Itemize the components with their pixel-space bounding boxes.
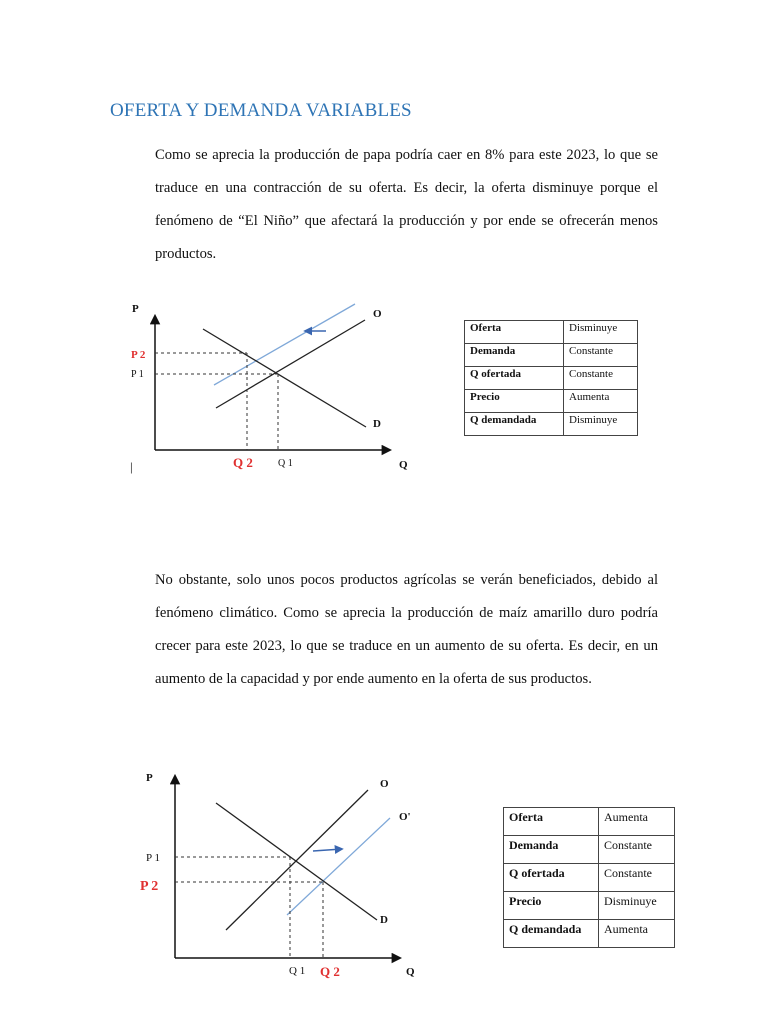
table-cell-effect: Constante — [599, 836, 675, 864]
supply-label: O — [380, 778, 389, 790]
p2-label: P 2 — [131, 349, 146, 361]
table-row — [504, 864, 675, 892]
table-cell-effect: Disminuye — [564, 321, 638, 344]
shift-right-arrow — [313, 849, 342, 851]
section-heading: OFERTA Y DEMANDA VARIABLES — [110, 100, 412, 121]
supply-label: O — [373, 308, 382, 320]
table-cell-variable: Demanda — [465, 344, 564, 367]
table-row — [504, 836, 675, 864]
table-row — [504, 920, 675, 948]
table-cell-variable: Oferta — [504, 808, 599, 836]
demand-label: D — [373, 418, 381, 430]
demand-label: D — [380, 914, 388, 926]
q-axis-label: Q — [399, 459, 408, 471]
table-cell-variable: Precio — [504, 892, 599, 920]
table-cell-effect: Aumenta — [564, 390, 638, 413]
table-cell-effect: Aumenta — [599, 808, 675, 836]
p-axis-label: P — [146, 772, 153, 784]
table-cell-effect: Constante — [564, 367, 638, 390]
table-cell-variable: Q demandada — [465, 413, 564, 436]
q1-label: Q 1 — [289, 965, 306, 977]
table-cell-variable: Q ofertada — [504, 864, 599, 892]
stray-mark: | — [130, 459, 133, 474]
table-cell-variable: Q demandada — [504, 920, 599, 948]
table-cell-effect: Disminuye — [564, 413, 638, 436]
p1-label: P 1 — [146, 852, 160, 864]
q2-label: Q 2 — [320, 964, 340, 979]
table-row — [504, 808, 675, 836]
p2-label: P 2 — [140, 879, 159, 894]
q1-label: Q 1 — [278, 458, 293, 469]
supply-increase-table — [503, 807, 675, 948]
p-axis-label: P — [132, 303, 139, 315]
shifted-supply-label: O' — [399, 811, 411, 823]
table-cell-variable: Q ofertada — [465, 367, 564, 390]
table-cell-effect: Disminuye — [599, 892, 675, 920]
table-cell-variable: Oferta — [465, 321, 564, 344]
table-cell-variable: Precio — [465, 390, 564, 413]
table-cell-effect: Constante — [599, 864, 675, 892]
table-row — [504, 892, 675, 920]
supply-line — [226, 790, 368, 930]
p1-label: P 1 — [131, 369, 144, 380]
paragraph-maiz: No obstante, solo unos pocos productos agrícolas se verán beneficiados, debido al fenómeno climático. Como se aprecia la producción de maíz amarillo duro podría crecer para este 2023, lo que se traduce en un aumento de su oferta. Es decir, en un aumento de la capacidad y por ende aumento en la oferta de sus productos. — [155, 572, 658, 687]
table-cell-variable: Demanda — [504, 836, 599, 864]
demand-line — [216, 803, 377, 920]
paragraph-papa: Como se aprecia la producción de papa podría caer en 8% para este 2023, lo que se traduce en una contracción de su oferta. Es decir, la oferta disminuye porque el fenómeno de “El Niño” que afectará la producción y por ende se ofrecerán menos productos. — [155, 147, 658, 262]
table-cell-effect: Constante — [564, 344, 638, 367]
q2-label: Q 2 — [233, 455, 253, 470]
table-cell-effect: Aumenta — [599, 920, 675, 948]
q-axis-label: Q — [406, 966, 415, 978]
